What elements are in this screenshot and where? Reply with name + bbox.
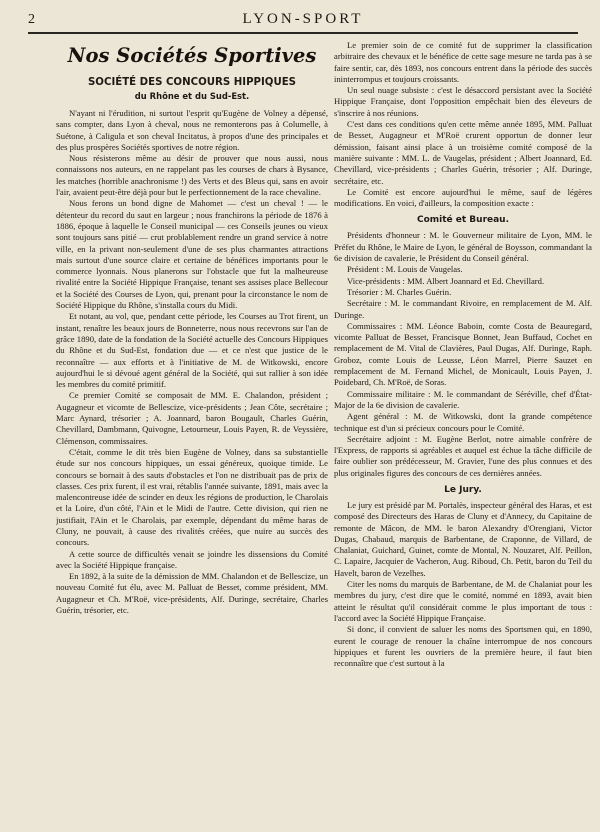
comite-entry: Trésorier : M. Charles Guérin. (347, 286, 452, 297)
paragraph: Le jury est présidé par M. Portalès, inspecteur général des Haras, et est composé des Directeurs des Haras de Cluny et d'Annecy, du Capitaine de remonte de Mâcon, de MM. le baron Alexandry d'Orengiani, Victor Dugas, Chabaud, marquis de Barbentane, de Craponne, de Villard, de Chalaniat, Guichard, Guinet, comte de Montal, N. Nouzaret, Alf. Peillon, C. Lapaire, Jacquier de Vacheron, Aug. Riboud, Ch. Petit, baron du Teil du Havelt, baron de Vezelhes. (334, 499, 592, 578)
paragraph: Et notant, au vol, que, pendant cette période, les Courses au Trot firent, un instant, renaître les beaux jours de Bonneterre, nous nous recevrons sur l'an de grâce 1890, date de la fondation de la Société actuelle des Concours Hippiques du Rhône et du Sud-Est, fondation due — et ce n'est que justice de le reconnaître — aux efforts et à l'initiative de M. de Witkowski, encore aujourd'hui le si dévoué agent général de la Société, qui sut rallier à son idée les membres du comité primitif. (56, 311, 328, 390)
comite-entry: Président : M. Louis de Vaugelas. (347, 264, 463, 275)
paragraph: Nous ferons un bond digne de Mahomet — c'est un cheval ! — le détenteur du record du saut en largeur ; nous franchirons la période de 1876 à 1886, époque à laquelle le Conseil municipal — ces Conseils jeunes ou vieux sont toujours sans pitié — crut problablement rendre un grand service à notre ville, en la privant non-seulement d'une de ses plus charmantes attractions mais surtout d'une source claire et certaine de bénéfices importants pour le commerce lyonnais. Nous planerons sur l'obstacle que fut la malheureuse rivalité entre la Société Hippique Française, tenant ses assises place Bellecour et la Société des Courses de Lyon, qui, prenant pour la circonstance le nom de Société Hippique du Rhône, s'installa cours du Midi. (56, 198, 328, 311)
comite-entry: Commissaires : MM. Léonce Baboin, comte Costa de Beauregard, vicomte Palluat de Besset, Francisque Bonnet, Jean Buffaud, Cochet en remplacement de M. Vital de Clavières, Paul Dugas, Alf. Duringe, Raph. Groboz, comte Louis de Leusse, Léon Marrel, Pierre Sauzet en remplacement de M. Fernand Michel, de Monicault, Louis Payen, J. Poidebard, Ch. M'Roë, de Soras. (334, 320, 592, 388)
paragraph: C'est dans ces conditions qu'en cette même année 1895, MM. Palluat de Besset, Augagneur et M'Roë crurent opportun de donner leur démission, faisant ainsi place à un troisième comité composé de la manière suivante : MM. L. de Vaugelas, président ; Albert Joannard, Ed. Chevillard, vice-présidents ; Charles Guérin, trésorier ; Alf. Duringe, secrétaire, etc. (334, 119, 592, 186)
page-header (28, 10, 578, 34)
section-heading-comite: Comité et Bureau. (416, 215, 510, 226)
paragraph: Ce premier Comité se composait de MM. E. Chalandon, président ; Augagneur et vicomte de Bellescize, vice-présidents ; Jean Côte, secrétaire ; Marc Aynard, trésorier ; A. Joannard, baron Bougault, Charles Guérin, Chevillard, Dambmann, Quivogne, Letourneur, Louis Payen, R. de Veyssière, Clémenson, commissaires. (56, 390, 328, 446)
article-subtitle: SOCIÉTÉ DES CONCOURS HIPPIQUES (87, 77, 297, 88)
paragraph: Le Comité est encore aujourd'hui le même, sauf de légères modifications. En voici, d'ailleurs, la composition exacte : (334, 186, 592, 209)
paragraph: Si donc, il convient de saluer les noms des Sportsmen qui, en 1890, eurent le courage de renouer la chaîne interrompue de nos concours hippiques et furent les ouvriers de la première heure, il faut bien reconnaître que c'est surtout à la (334, 624, 592, 669)
comite-entry: Vice-présidents : MM. Albert Joannard et Ed. Chevillard. (347, 275, 545, 286)
comite-entry: Agent général : M. de Witkowski, dont la grande compétence technique est d'un si précieux concours pour le Comité. (334, 411, 592, 433)
comite-entry: Commissaire militaire : M. le commandant de Séréville, chef d'État-Major de la 6e division de cavalerie. (334, 388, 592, 410)
paragraph: C'était, comme le dit très bien Eugène de Volney, dans sa substantielle étude sur nos concours hippiques, un essai généreux, quoique timide. Le concours se bornait à des sauts d'obstacles et l'on ne distribuait pas de prix de classes. Ces prix furent, il est vrai, rétablis l'année suivante, 1891, mais avec la malencontreuse idée de scinder en deux les régions de production, le Charolais et la Loire, d'un côté, l'Ain et le Midi de l'autre. Cette division, qui rien ne justifiait, l'Ain et le Charolais, par exemple, dépendant du même haras de Cluny, ne pouvait, à cause des rivalités créées, que nuire au succès des concours. (56, 446, 328, 548)
comite-entry: Secrétaire : M. le commandant Rivoire, en remplacement de M. Alf. Duringe. (334, 298, 592, 320)
paragraph: A cette source de difficultés venait se joindre les dissensions du Comité avec la Société Hippique française. (56, 548, 328, 570)
paragraph: En 1892, à la suite de la démission de MM. Chalandon et de Bellescize, un nouveau Comité fut élu, avec M. Palluat de Besset, comme président, MM. Augagneur et Ch. M'Roë, vice-présidents, Alf. Duringe, secrétaire, Charles Guérin, trésorier, etc. (56, 571, 328, 616)
left-column (56, 40, 328, 825)
paragraph: Nous résisterons même au désir de prouver que nous aussi, nous connaissons nos auteurs, en ne rappelant pas les courses de chars à Bysance, les matches (horrible anachronisme !) des Verts et des Bleus qui, sans en avoir l'air, avaient peut-être déjà pour but le perfectionnement de la race chevaline. (56, 153, 328, 198)
paragraph: Le premier soin de ce comité fut de supprimer la classification arbitraire des chevaux et le bénéfice de cette sage mesure ne tarda pas à se faire sentir, car, dès 1893, nos concours entrent dans la période des succès ininterrompus et toujours croissants. (334, 40, 592, 84)
article-subtitle-region: du Rhône et du Sud-Est. (134, 91, 250, 101)
paragraph: Citer les noms du marquis de Barbentane, de M. de Chalaniat pour les membres du jury, c'est dire que le comité, nommé en 1893, avait bien atteint le résultat qu'il considérait comme le plus important de tous : l'accord avec la Société Hippique Française. (334, 579, 592, 623)
section-heading-jury: Le Jury. (444, 484, 482, 495)
comite-entry: Secrétaire adjoint : M. Eugène Berlot, notre aimable confrère de l'Express, de rapports si agréables et auquel est échue la tâche difficile de faire oublier son prédécesseur, M. Gravier, l'une des plus connues et des plus originales figures des concours de ces dernières années. (334, 433, 592, 478)
page-number: 2 (28, 12, 35, 27)
masthead: LYON-SPORT (242, 11, 364, 27)
comite-entry: Présidents d'honneur : M. le Gouverneur militaire de Lyon, MM. le Préfet du Rhône, le Maire de Lyon, le général de Boysson, commandant la 6e division de cavalerie, le Président du Conseil général. (334, 230, 592, 264)
article-title: Nos Sociétés Sportives (67, 44, 317, 67)
right-column (334, 40, 592, 825)
paragraph: N'ayant ni l'érudition, ni surtout l'esprit qu'Eugène de Volney a dépensé, sans compter, dans Lyon à cheval, nous ne remonterons pas à Columelle, à Suétone, à Caligula et son cheval Incitatus, à propos d'une des principales et des plus prospères Sociétés sportives de notre région. (56, 108, 328, 152)
paragraph: Un seul nuage subsiste : c'est le désaccord persistant avec la Société Hippique Française, dont l'opposition empêchait bien des éleveurs de s'inscrire à nos réunions. (334, 85, 592, 118)
